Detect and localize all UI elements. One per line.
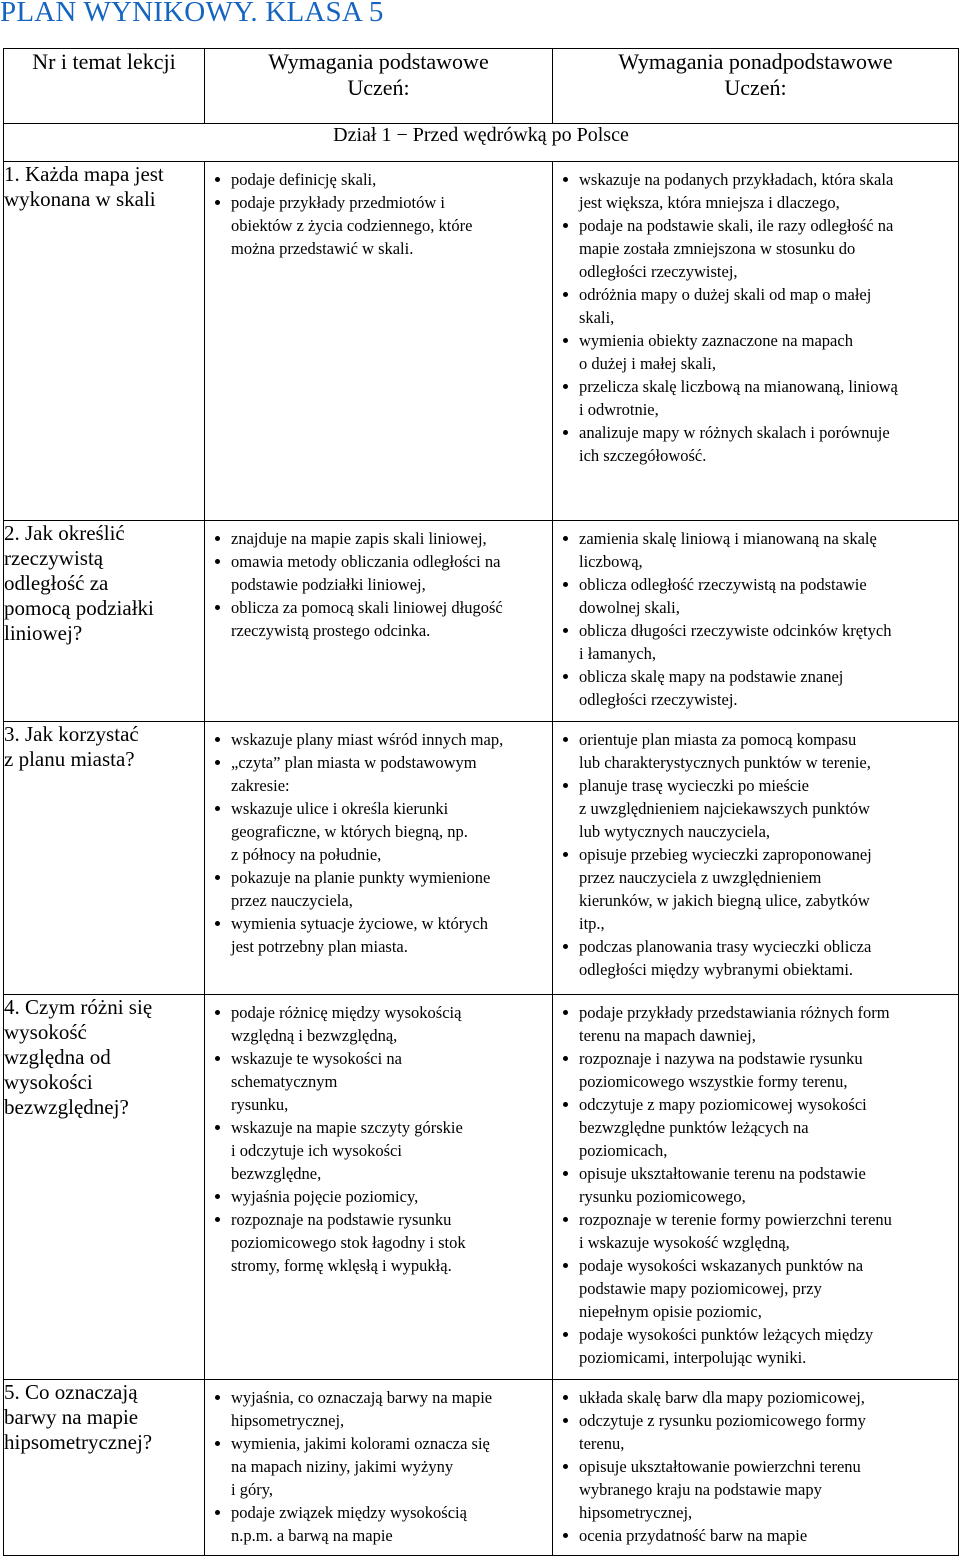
list-item-line: hipsometrycznej,	[231, 1411, 345, 1430]
requirements-list	[553, 1380, 958, 1547]
list-item	[205, 596, 548, 642]
list-item-line: odczytuje z rysunku poziomicowego formy	[579, 1411, 866, 1430]
list-item	[553, 1455, 954, 1524]
lesson-topic-line: barwy na mapie	[4, 1405, 139, 1429]
list-item-line: jest potrzebny plan miasta.	[231, 937, 408, 956]
list-item-line: przelicza skalę liczbową na mianowaną, liniową	[579, 377, 898, 396]
list-item	[205, 866, 548, 912]
lesson-topic-line: liniowej?	[4, 621, 83, 645]
list-item	[553, 168, 954, 214]
list-item-line: poziomicach,	[579, 1141, 668, 1160]
list-item-line: opisuje ukształtowanie terenu na podstawie	[579, 1164, 866, 1183]
list-item-line: n.p.m. a barwą na mapie	[231, 1526, 393, 1545]
table-row	[4, 1380, 959, 1556]
list-item	[205, 1185, 548, 1208]
list-item-line: podaje wysokości wskazanych punktów na	[579, 1256, 864, 1275]
list-item-line: oblicza skalę mapy na podstawie znanej	[579, 667, 844, 686]
list-item	[205, 550, 548, 596]
list-item-line: wyjaśnia, co oznaczają barwy na mapie	[231, 1388, 493, 1407]
list-item-line: rzeczywistą prostego odcinka.	[231, 621, 431, 640]
list-item-line: poziomicowego stok łagodny i stok	[231, 1233, 466, 1252]
lesson-topic-line: 1. Każda mapa jest	[4, 162, 164, 186]
list-item-line: podstawie podziałki liniowej,	[231, 575, 426, 594]
list-item	[205, 191, 548, 260]
header-topic-label: Nr i temat lekcji	[32, 49, 176, 74]
basic-requirements	[205, 995, 553, 1380]
list-item	[553, 214, 954, 283]
list-item-line: skali,	[579, 308, 615, 327]
requirements-list	[553, 521, 958, 711]
list-item-line: stromy, formę wklęsłą i wypukłą.	[231, 1256, 452, 1275]
lesson-topic-line: wysokości	[4, 1070, 93, 1094]
requirements-table	[3, 48, 959, 1556]
list-item-line: bezwzględne punktów leżących na	[579, 1118, 809, 1137]
lesson-topic-line: pomocą podziałki	[4, 596, 154, 620]
list-item-line: omawia metody obliczania odległości na	[231, 552, 501, 571]
list-item-line: niepełnym opisie poziomic,	[579, 1302, 762, 1321]
list-item-line: oblicza za pomocą skali liniowej długość	[231, 598, 503, 617]
list-item-line: podstawie mapy poziomicowej, przy	[579, 1279, 822, 1298]
list-item	[553, 774, 954, 843]
list-item-line: wskazuje na mapie szczyty górskie	[231, 1118, 463, 1137]
list-item-line: i odwrotnie,	[579, 400, 659, 419]
list-item-line: przez nauczyciela,	[231, 891, 353, 910]
list-item-line: wymienia obiekty zaznaczone na mapach	[579, 331, 853, 350]
list-item	[205, 751, 548, 797]
basic-requirements	[205, 1380, 553, 1556]
list-item-line: rozpoznaje w terenie formy powierzchni terenu	[579, 1210, 892, 1229]
list-item	[553, 1254, 954, 1323]
list-item-line: pokazuje na planie punkty wymienione	[231, 868, 491, 887]
lesson-topic	[4, 995, 205, 1380]
list-item-line: terenu,	[579, 1434, 625, 1453]
list-item	[553, 935, 954, 981]
list-item-line: wskazuje te wysokości na	[231, 1049, 402, 1068]
list-item-line: jest większa, która mniejsza i dlaczego,	[579, 193, 840, 212]
list-item-line: rozpoznaje i nazywa na podstawie rysunku	[579, 1049, 863, 1068]
list-item-line: geograficzne, w których biegną, np.	[231, 822, 468, 841]
list-item	[553, 1162, 954, 1208]
requirements-list	[553, 995, 958, 1369]
list-item-line: wybranego kraju na podstawie mapy	[579, 1480, 822, 1499]
lesson-topic-line: względna od	[4, 1045, 111, 1069]
header-basic-label: Wymagania podstawowe	[268, 49, 489, 74]
list-item-line: podaje przykłady przedstawiania różnych form	[579, 1003, 890, 1022]
table-row	[4, 722, 959, 995]
list-item-line: wymienia, jakimi kolorami oznacza się	[231, 1434, 490, 1453]
list-item-line: względną i bezwzględną,	[231, 1026, 398, 1045]
list-item-line: itp.,	[579, 914, 605, 933]
page-title: PLAN WYNIKOWY. KLASA 5	[0, 0, 384, 28]
list-item-line: układa skalę barw dla mapy poziomicowej,	[579, 1388, 865, 1407]
header-advanced-label: Wymagania ponadpodstawowe	[618, 49, 893, 74]
list-item	[205, 1432, 548, 1501]
list-item-line: ich szczegółowość.	[579, 446, 707, 465]
list-item-line: odróżnia mapy o dużej skali od map o małej	[579, 285, 872, 304]
advanced-requirements	[553, 995, 959, 1380]
list-item-line: rysunku poziomicowego,	[579, 1187, 746, 1206]
list-item	[205, 1116, 548, 1185]
requirements-list	[205, 722, 552, 958]
table-row	[4, 995, 959, 1380]
list-item-line: na mapach niziny, jakimi wyżyny	[231, 1457, 454, 1476]
list-item	[205, 527, 548, 550]
list-item-line: mapie została zmniejszona w stosunku do	[579, 239, 856, 258]
list-item	[205, 1047, 548, 1116]
section-title: Dział 1 − Przed wędrówką po Polsce	[4, 124, 959, 162]
list-item-line: wskazuje ulice i określa kierunki	[231, 799, 449, 818]
lesson-topic	[4, 722, 205, 995]
list-item	[553, 843, 954, 935]
lesson-topic-line: rzeczywistą	[4, 546, 104, 570]
list-item	[205, 1208, 548, 1277]
list-item-line: schematycznym	[231, 1072, 338, 1091]
list-item-line: i łamanych,	[579, 644, 656, 663]
list-item-line: planuje trasę wycieczki po mieście	[579, 776, 809, 795]
list-item	[553, 1047, 954, 1093]
list-item-line: obiektów z życia codziennego, które	[231, 216, 473, 235]
list-item-line: hipsometrycznej,	[579, 1503, 693, 1522]
list-item-line: z północy na południe,	[231, 845, 382, 864]
basic-requirements	[205, 521, 553, 722]
list-item-line: odległości rzeczywistej.	[579, 690, 738, 709]
list-item-line: podczas planowania trasy wycieczki oblicza	[579, 937, 872, 956]
basic-requirements	[205, 162, 553, 521]
list-item-line: podaje na podstawie skali, ile razy odległość na	[579, 216, 894, 235]
list-item	[553, 573, 954, 619]
list-item-line: wskazuje plany miast wśród innych map,	[231, 730, 504, 749]
header-basic	[205, 49, 553, 124]
list-item-line: wskazuje na podanych przykładach, która skala	[579, 170, 894, 189]
list-item	[205, 728, 548, 751]
list-item-line: rysunku,	[231, 1095, 289, 1114]
list-item	[553, 1524, 954, 1547]
advanced-requirements	[553, 521, 959, 722]
list-item-line: dowolnej skali,	[579, 598, 680, 617]
list-item-line: znajduje na mapie zapis skali liniowej,	[231, 529, 487, 548]
lesson-topic	[4, 162, 205, 521]
list-item-line: rozpoznaje na podstawie rysunku	[231, 1210, 452, 1229]
list-item-line: o dużej i małej skali,	[579, 354, 717, 373]
lesson-topic	[4, 1380, 205, 1556]
list-item-line: terenu na mapach dawniej,	[579, 1026, 756, 1045]
list-item-line: podaje definicję skali,	[231, 170, 377, 189]
list-item	[205, 1501, 548, 1547]
requirements-list	[205, 162, 552, 260]
lesson-topic-line: wysokość	[4, 1020, 87, 1044]
list-item-line: podaje wysokości punktów leżących między	[579, 1325, 874, 1344]
list-item-line: zamienia skalę liniową i mianowaną na skalę	[579, 529, 877, 548]
list-item-line: liczbową,	[579, 552, 643, 571]
list-item	[553, 421, 954, 467]
list-item	[553, 527, 954, 573]
requirements-list	[553, 722, 958, 981]
list-item	[205, 797, 548, 866]
lesson-topic-line: z planu miasta?	[4, 747, 135, 771]
list-item-line: podaje przykłady przedmiotów i	[231, 193, 445, 212]
requirements-list	[553, 162, 958, 467]
list-item	[553, 329, 954, 375]
list-item-line: wymienia sytuacje życiowe, w których	[231, 914, 489, 933]
lesson-topic-line: hipsometrycznej?	[4, 1430, 153, 1454]
list-item	[553, 1386, 954, 1409]
header-advanced	[553, 49, 959, 124]
list-item	[205, 912, 548, 958]
basic-requirements	[205, 722, 553, 995]
list-item	[553, 1208, 954, 1254]
list-item	[553, 283, 954, 329]
list-item-line: oblicza długości rzeczywiste odcinków krętych	[579, 621, 892, 640]
list-item	[553, 1409, 954, 1455]
list-item	[553, 665, 954, 711]
list-item-line: z uwzględnieniem najciekawszych punktów	[579, 799, 870, 818]
table-row	[4, 521, 959, 722]
lesson-topic-line: 5. Co oznaczają	[4, 1380, 138, 1404]
advanced-requirements	[553, 162, 959, 521]
list-item	[553, 375, 954, 421]
requirements-list	[205, 995, 552, 1277]
list-item-line: oblicza odległość rzeczywistą na podstawie	[579, 575, 867, 594]
list-item-line: i odczytuje ich wysokości	[231, 1141, 402, 1160]
lesson-topic-line: bezwzględnej?	[4, 1095, 129, 1119]
list-item	[205, 1386, 548, 1432]
list-item-line: bezwzględne,	[231, 1164, 322, 1183]
advanced-requirements	[553, 1380, 959, 1556]
lesson-topic-line: 4. Czym różni się	[4, 995, 153, 1019]
list-item-line: kierunków, w jakich biegną ulice, zabytków	[579, 891, 870, 910]
list-item-line: opisuje ukształtowanie powierzchni terenu	[579, 1457, 861, 1476]
list-item-line: zakresie:	[231, 776, 290, 795]
list-item	[553, 1001, 954, 1047]
list-item-line: lub wytycznych nauczyciela,	[579, 822, 771, 841]
list-item-line: można przedstawić w skali.	[231, 239, 414, 258]
lesson-topic-line: wykonana w skali	[4, 187, 156, 211]
list-item-line: przez nauczyciela z uwzględnieniem	[579, 868, 822, 887]
requirements-list	[205, 1380, 552, 1547]
list-item	[553, 1323, 954, 1369]
lesson-topic-line: odległość za	[4, 571, 109, 595]
list-item-line: „czyta” plan miasta w podstawowym	[231, 753, 477, 772]
list-item	[205, 1001, 548, 1047]
list-item-line: odległości rzeczywistej,	[579, 262, 738, 281]
list-item-line: poziomicowego wszystkie formy terenu,	[579, 1072, 848, 1091]
list-item-line: i góry,	[231, 1480, 274, 1499]
list-item-line: orientuje plan miasta za pomocą kompasu	[579, 730, 857, 749]
list-item-line: ocenia przydatność barw na mapie	[579, 1526, 808, 1545]
list-item	[553, 728, 954, 774]
header-basic-sublabel: Uczeń:	[347, 75, 410, 100]
requirements-list	[205, 521, 552, 642]
list-item-line: analizuje mapy w różnych skalach i porównuje	[579, 423, 890, 442]
list-item-line: odczytuje z mapy poziomicowej wysokości	[579, 1095, 867, 1114]
list-item-line: lub charakterystycznych punktów w terenie,	[579, 753, 871, 772]
list-item-line: opisuje przebieg wycieczki zaproponowanej	[579, 845, 872, 864]
list-item-line: poziomicami, interpolując wyniki.	[579, 1348, 807, 1367]
list-item-line: odległości między wybranymi obiektami.	[579, 960, 854, 979]
list-item	[553, 619, 954, 665]
list-item-line: podaje różnicę między wysokością	[231, 1003, 462, 1022]
header-advanced-sublabel: Uczeń:	[724, 75, 787, 100]
table-row	[4, 162, 959, 521]
lesson-topic	[4, 521, 205, 722]
list-item	[205, 168, 548, 191]
lesson-topic-line: 2. Jak określić	[4, 521, 125, 545]
list-item-line: i wskazuje wysokość względną,	[579, 1233, 790, 1252]
list-item-line: wyjaśnia pojęcie poziomicy,	[231, 1187, 419, 1206]
lesson-topic-line: 3. Jak korzystać	[4, 722, 139, 746]
list-item	[553, 1093, 954, 1162]
list-item-line: podaje związek między wysokością	[231, 1503, 467, 1522]
header-topic	[4, 49, 205, 124]
advanced-requirements	[553, 722, 959, 995]
